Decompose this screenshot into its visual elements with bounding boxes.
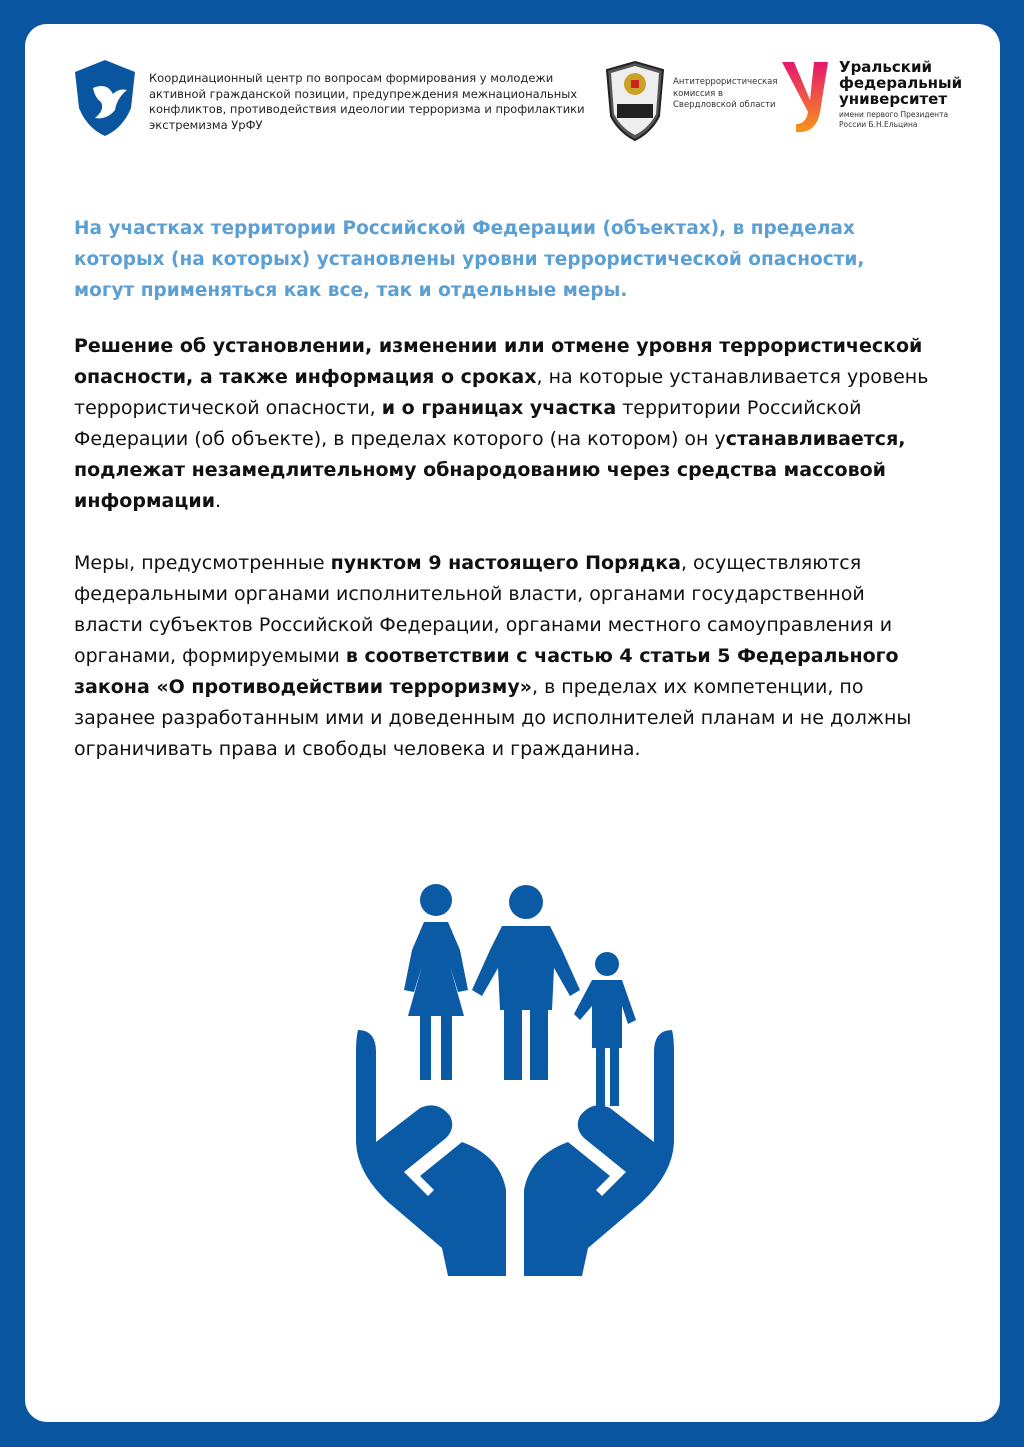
coordination-center-shield-logo-icon bbox=[73, 58, 137, 138]
university-name: Уральский федеральный университет bbox=[839, 58, 963, 108]
antiterror-commission-emblem-icon bbox=[605, 60, 665, 142]
lead-heading: На участках территории Российской Федерации (объектах), в пределах которых (на которых) установлены уровни террористической опасности, могут применяться как все, так и отдельные меры. bbox=[74, 218, 865, 301]
org-name: Координационный центр по вопросам формирования у молодежи активной гражданской позиции, предупреждения межнациональных конфликтов, противодействия идеологии терроризма и профилактики экстремизма УрФУ bbox=[149, 71, 585, 132]
bold-text: станавливается, подлежат незамедлительному обнародованию через средства массовой информации bbox=[74, 428, 906, 512]
text: . bbox=[215, 490, 222, 512]
family-in-hands-icon bbox=[330, 880, 700, 1280]
paragraph-measures bbox=[74, 548, 934, 765]
text: , в пределах их компетенции, по заранее разработанным ими и доведенным до исполнителей планам и не должны ограничивать права и свободы человека и гражданина. bbox=[74, 676, 912, 760]
university-block bbox=[839, 58, 963, 130]
bold-text: и о границах участка bbox=[381, 397, 617, 419]
bold-text: пунктом 9 настоящего Порядка bbox=[330, 552, 681, 574]
poster-card bbox=[25, 24, 1000, 1422]
text: , на которые устанавливается уровень террористической опасности, bbox=[74, 366, 929, 419]
bold-text: в соответствии с частью 4 статьи 5 Федерального закона «О противодействии терроризму» bbox=[74, 645, 899, 698]
text: , осуществляются федеральными органами исполнительной власти, органами государственной власти субъектов Российской Федерации, органами местного самоуправления и органами, формируемыми bbox=[74, 552, 893, 667]
paragraph-decision bbox=[74, 331, 934, 517]
university-subtitle: имени первого Президента России Б.Н.Ельцина bbox=[839, 110, 949, 129]
commission-name: Антитеррористическая комиссия в Свердловской области bbox=[673, 77, 778, 110]
text: территории Российской Федерации (об объекте), в пределах которого (на котором) он у bbox=[74, 397, 862, 450]
urfu-logo-icon bbox=[782, 60, 832, 136]
bold-text: Решение об установлении, изменении или отмене уровня террористической опасности, а также информация о сроках bbox=[74, 335, 923, 388]
text: Меры, предусмотренные bbox=[74, 552, 331, 574]
